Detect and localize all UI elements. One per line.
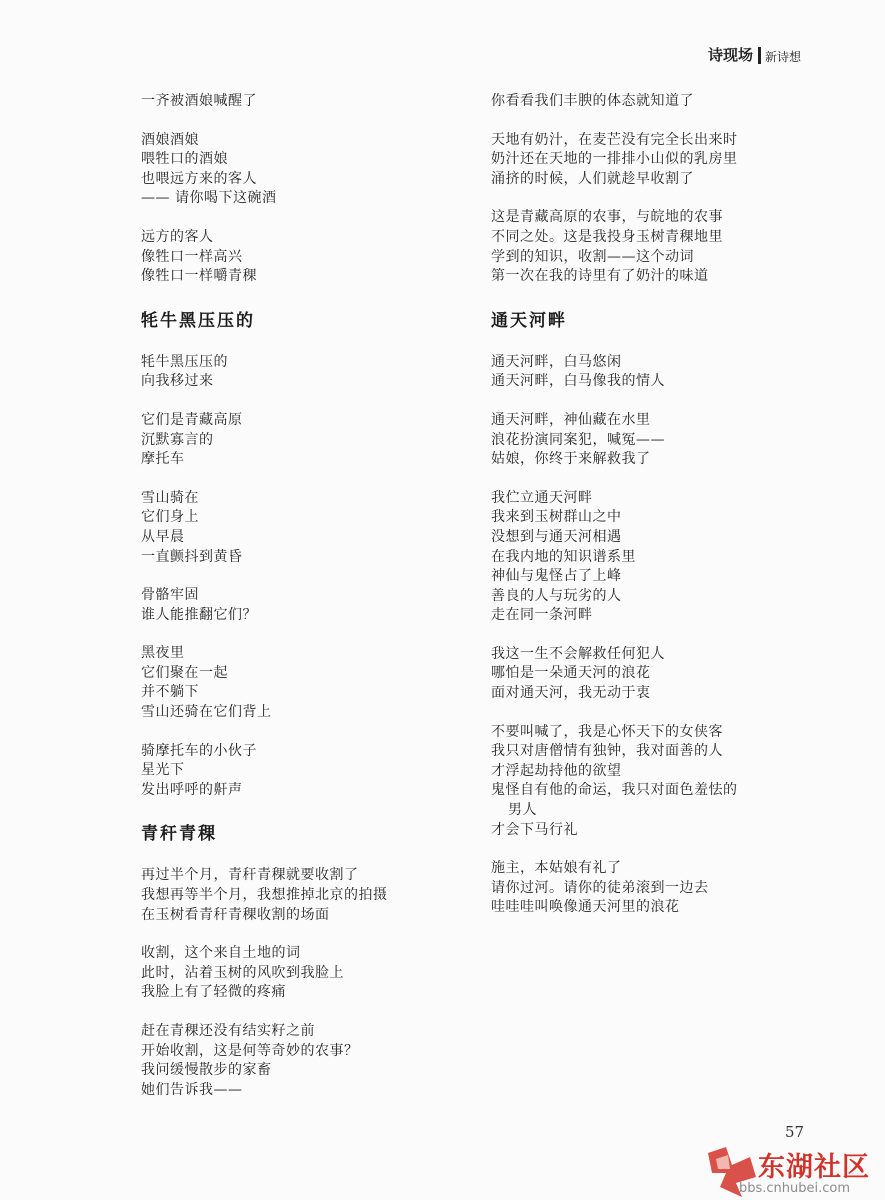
poem-line: 才浮起劫持他的欲望	[491, 762, 622, 779]
poem-line: 赶在青稞还没有结实籽之前	[141, 1023, 315, 1039]
poem-line: 浪花扮演同案犯，喊冤——	[491, 431, 665, 448]
stanza	[141, 742, 461, 801]
poem-line: 善良的人与玩劣的人	[491, 587, 622, 604]
stanza	[491, 92, 801, 112]
stanza	[491, 859, 801, 918]
poem-line: 也喂远方来的客人	[141, 170, 257, 187]
poem-line: 在玉树看青秆青稞收割的场面	[141, 906, 330, 923]
poem-line: 通天河畔，白马悠闲	[491, 353, 622, 370]
poem-line: 骨骼牢固	[141, 587, 199, 604]
watermark-brand: 东湖社区	[758, 1152, 870, 1183]
poem-line: 学到的知识，收割——这个动词	[491, 248, 694, 265]
poem-line: 不同之处。这是我投身玉树青稞地里	[491, 228, 723, 245]
poem-line: 酒娘酒娘	[141, 131, 199, 148]
poem-line: 摩托车	[141, 451, 185, 468]
poem-line: 从早晨	[141, 528, 185, 545]
poem-line: 收割，这个来自土地的词	[141, 945, 301, 962]
poem-line: 我只对唐僧情有独钟，我对面善的人	[491, 743, 723, 760]
stanza	[141, 1022, 461, 1100]
stanza	[491, 353, 801, 392]
poem-line: 姑娘，你终于来解救我了	[491, 451, 651, 468]
header-divider	[758, 47, 761, 64]
poem-line: 我想再等半个月，我想推掉北京的拍摄	[141, 887, 388, 904]
stanza	[491, 411, 801, 470]
stanza	[141, 489, 461, 567]
poem-line: 施主，本姑娘有礼了	[491, 860, 622, 877]
poem-line: 天地有奶汁，在麦芒没有完全长出来时	[491, 131, 738, 148]
poem-title: 青秆青稞	[141, 824, 217, 845]
subsection-name: 新诗想	[764, 50, 801, 64]
stanza	[141, 228, 461, 287]
poem-line: 我问缓慢散步的家畜	[141, 1062, 272, 1079]
poem-line: 它们聚在一起	[141, 664, 228, 681]
stanza	[491, 131, 801, 190]
poem-line: 神仙与鬼怪占了上峰	[491, 568, 622, 585]
poem-line: 她们告诉我——	[141, 1081, 243, 1098]
poem-line: 我来到玉树群山之中	[491, 509, 622, 526]
stanza	[141, 644, 461, 722]
poem-line: 沉默寡言的	[141, 431, 214, 448]
poem-line: 开始收割，这是何等奇妙的农事？	[141, 1042, 359, 1059]
poem-line: 它们身上	[141, 509, 199, 526]
stanza	[141, 411, 461, 470]
watermark	[706, 1143, 882, 1199]
poem-line: 喂牲口的酒娘	[141, 151, 228, 168]
poem-line: 鬼怪自有他的命运，我只对面色羞怯的	[491, 782, 738, 799]
page-number: 57	[785, 1123, 805, 1141]
stanza	[491, 208, 801, 286]
poem-line: 星光下	[141, 762, 185, 779]
poem-line: 不要叫喊了，我是心怀天下的女侠客	[491, 723, 723, 740]
poem-line: 我脸上有了轻微的疼痛	[141, 984, 286, 1001]
poem-line: 男人	[508, 802, 537, 819]
poem-title: 通天河畔	[491, 310, 567, 331]
poem-line: 请你过河。请你的徒弟滚到一边去	[491, 879, 709, 896]
poem-line: 没想到与通天河相遇	[491, 528, 622, 545]
stanza	[491, 489, 801, 626]
poem-line: 才会下马行礼	[491, 821, 578, 838]
poem-line: 哪怕是一朵通天河的浪花	[491, 665, 651, 682]
poem-line: 雪山还骑在它们背上	[141, 704, 272, 721]
poem-line: 发出呼呼的鼾声	[141, 781, 243, 798]
poem-line: 在我内地的知识谱系里	[491, 548, 636, 565]
poem-line: 像牲口一样嚼青稞	[141, 268, 257, 285]
poem-line: 第一次在我的诗里有了奶汁的味道	[491, 268, 709, 285]
poem-line: 通天河畔，神仙藏在水里	[491, 411, 651, 428]
poem-line: 黑夜里	[141, 645, 185, 662]
watermark-url: bbs.cnhubei.com	[739, 1181, 851, 1196]
poem-line: 向我移过来	[141, 373, 214, 390]
stanza	[141, 944, 461, 1003]
running-header	[708, 44, 801, 65]
left-column	[141, 92, 461, 1119]
poem-line: 此时，沾着玉树的风吹到我脸上	[141, 964, 344, 981]
poem-line: 奶汁还在天地的一排排小山似的乳房里	[491, 151, 738, 168]
stanza	[141, 866, 461, 925]
poem-line: 牦牛黑压压的	[141, 353, 228, 370]
poem-line: 再过半个月，青秆青稞就要收割了	[141, 867, 359, 884]
poem-line: 远方的客人	[141, 228, 214, 245]
stanza	[141, 92, 461, 112]
poem-line: 像牲口一样高兴	[141, 248, 243, 265]
poem-line: 我伫立通天河畔	[491, 489, 593, 506]
stanza	[491, 645, 801, 704]
poem-line: 走在同一条河畔	[491, 607, 593, 624]
poem-line: 谁人能推翻它们？	[141, 606, 257, 623]
stanza	[141, 353, 461, 392]
poem-line: 我这一生不会解救任何犯人	[491, 645, 665, 662]
stanza	[141, 131, 461, 209]
poem-line: 涌挤的时候，人们就趁早收割了	[491, 170, 694, 187]
right-column	[491, 92, 801, 937]
poem-line: —— 请你喝下这碗酒	[141, 190, 277, 207]
poem-line: 这是青藏高原的农事，与皖地的农事	[491, 209, 723, 226]
poem-title: 牦牛黑压压的	[141, 310, 255, 331]
poem-line: 面对通天河，我无动于衷	[491, 685, 651, 702]
poem-line: 它们是青藏高原	[141, 411, 243, 428]
poem-line: 并不躺下	[141, 684, 199, 701]
poem-line: 雪山骑在	[141, 489, 199, 506]
poem-line: 通天河畔，白马像我的情人	[491, 373, 665, 390]
poem-line: 一齐被酒娘喊醒了	[141, 93, 257, 109]
stanza	[141, 586, 461, 625]
section-name: 诗现场	[707, 46, 753, 64]
poem-line: 骑摩托车的小伙子	[141, 742, 257, 759]
poem-line: 你看看我们丰腴的体态就知道了	[491, 93, 694, 109]
poem-line: 一直颤抖到黄昏	[141, 548, 243, 565]
poem-line: 哇哇哇叫唤像通天河里的浪花	[491, 899, 680, 916]
stanza	[491, 723, 801, 841]
